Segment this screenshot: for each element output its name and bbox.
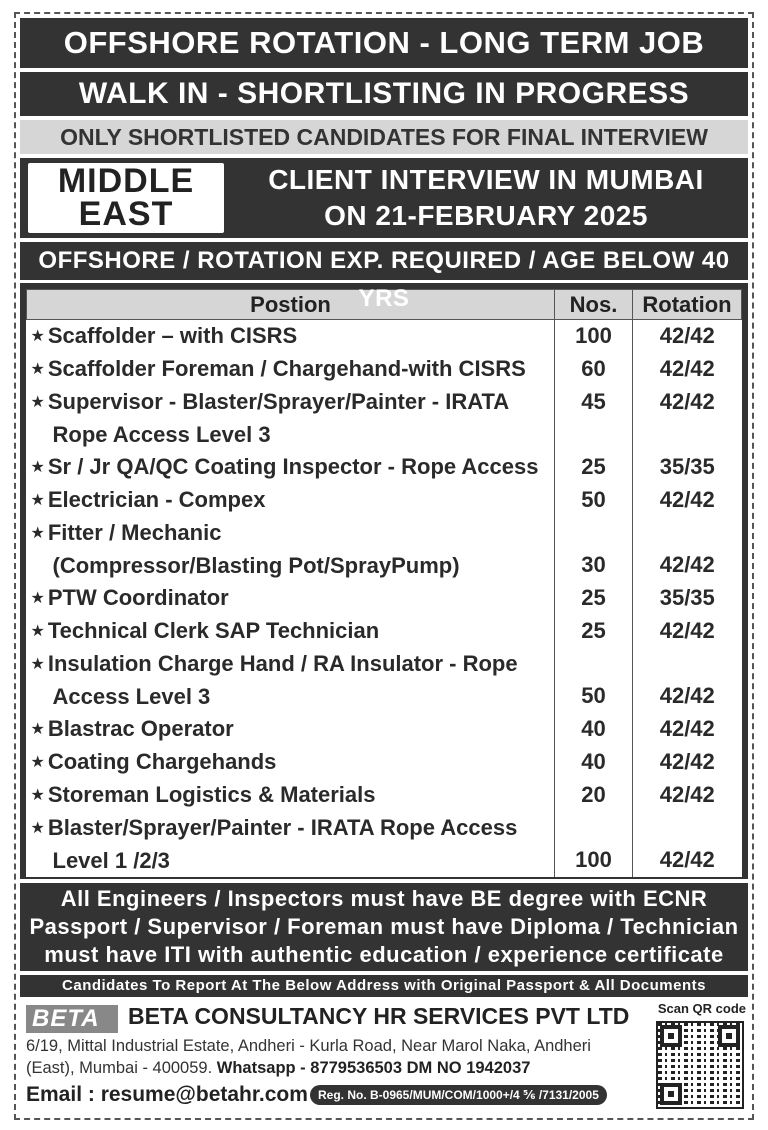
nos-cell <box>555 713 633 746</box>
rotation-cell-value: 42/42 <box>659 847 715 872</box>
table-row <box>27 484 742 517</box>
position-cell <box>27 517 555 582</box>
nos-cell <box>555 451 633 484</box>
address-line-2 <box>26 1057 640 1079</box>
qr-corner <box>718 1025 740 1047</box>
requirements-bar: OFFSHORE / ROTATION EXP. REQUIRED / AGE BELOW 40 YRS <box>20 242 748 280</box>
headline-offshore-rotation: OFFSHORE ROTATION - LONG TERM JOB <box>20 18 748 68</box>
star-icon: ★ <box>30 721 45 738</box>
nos-cell-value: 25 <box>581 454 606 479</box>
star-icon: ★ <box>30 328 45 345</box>
table-row <box>27 451 742 484</box>
position-cell <box>27 582 555 615</box>
position-text <box>31 550 555 582</box>
position-text <box>31 845 555 877</box>
rotation-cell <box>633 484 742 517</box>
company-name: BETA CONSULTANCY HR SERVICES PVT LTD <box>128 1003 630 1029</box>
position-text <box>31 320 555 353</box>
nos-cell-value: 60 <box>581 356 606 381</box>
position-cell <box>27 746 555 779</box>
position-cell <box>27 648 555 713</box>
nos-cell-value: 25 <box>581 585 606 610</box>
nos-cell <box>555 779 633 812</box>
rotation-cell-value: 42/42 <box>659 487 715 512</box>
position-text <box>31 353 555 386</box>
nos-cell-value: 25 <box>581 618 606 643</box>
position-label: Level 1 /2/3 <box>52 848 170 873</box>
table-row <box>27 713 742 746</box>
rotation-cell <box>633 451 742 484</box>
shortlisted-notice: ONLY SHORTLISTED CANDIDATES FOR FINAL INTERVIEW <box>20 120 748 154</box>
header-nos: Nos. <box>555 290 633 320</box>
rotation-cell-value: 42/42 <box>659 389 715 414</box>
position-text <box>31 615 555 648</box>
nos-cell-value: 20 <box>581 782 606 807</box>
company-logo: BETA <box>26 1005 118 1033</box>
position-text <box>31 517 555 550</box>
nos-cell <box>555 648 633 713</box>
qr-corner <box>660 1025 682 1047</box>
position-label: Blastrac Operator <box>47 716 234 741</box>
star-icon: ★ <box>30 623 45 640</box>
position-text <box>31 779 555 812</box>
position-label: Scaffolder Foreman / Chargehand-with CISRS <box>47 356 526 381</box>
whatsapp-contact: Whatsapp - 8779536503 DM NO 1942037 <box>216 1059 531 1077</box>
rotation-cell-value: 35/35 <box>659 585 715 610</box>
positions-table <box>26 289 742 877</box>
star-icon: ★ <box>30 492 45 509</box>
nos-cell-value: 50 <box>581 683 606 708</box>
interview-date: ON 21-FEBRUARY 2025 <box>324 200 648 231</box>
position-text <box>31 484 555 517</box>
table-row <box>27 582 742 615</box>
rotation-cell <box>633 746 742 779</box>
position-label: Insulation Charge Hand / RA Insulator - Rope <box>47 651 518 676</box>
table-row <box>27 648 742 713</box>
report-notice: Candidates To Report At The Below Address with Original Passport & All Documents <box>20 975 748 997</box>
address-line-1: 6/19, Mittal Industrial Estate, Andheri - Kurla Road, Near Marol Naka, Andheri <box>26 1037 591 1055</box>
nos-cell <box>555 517 633 582</box>
position-text <box>31 648 555 681</box>
position-text <box>31 812 555 845</box>
positions-table-wrapper <box>20 283 748 879</box>
interview-location: CLIENT INTERVIEW IN MUMBAI <box>268 164 704 195</box>
nos-cell-value: 100 <box>575 323 612 348</box>
note-line-1: All Engineers / Inspectors must have BE degree with ECNR <box>60 886 708 911</box>
nos-cell <box>555 386 633 451</box>
table-row <box>27 812 742 877</box>
position-label: PTW Coordinator <box>47 585 229 610</box>
star-icon: ★ <box>30 820 45 837</box>
rotation-cell-value: 42/42 <box>659 618 715 643</box>
nos-cell <box>555 812 633 877</box>
rotation-cell-value: 42/42 <box>659 782 715 807</box>
nos-cell-value: 45 <box>581 389 606 414</box>
position-cell <box>27 386 555 451</box>
star-icon: ★ <box>30 754 45 771</box>
star-icon: ★ <box>30 656 45 673</box>
star-icon: ★ <box>30 459 45 476</box>
position-label: Fitter / Mechanic <box>47 520 222 545</box>
position-cell <box>27 812 555 877</box>
interview-info <box>224 162 748 234</box>
position-cell <box>27 320 555 354</box>
star-icon: ★ <box>30 787 45 804</box>
nos-cell <box>555 582 633 615</box>
rotation-cell-value: 42/42 <box>659 716 715 741</box>
email-contact: Email : resume@betahr.com <box>26 1083 308 1106</box>
position-cell <box>27 353 555 386</box>
rotation-cell-value: 42/42 <box>659 552 715 577</box>
position-label: Technical Clerk SAP Technician <box>47 618 380 643</box>
advertisement <box>14 12 754 1120</box>
position-label: Coating Chargehands <box>47 749 277 774</box>
position-text <box>31 713 555 746</box>
rotation-cell <box>633 812 742 877</box>
position-text <box>31 681 555 713</box>
star-icon: ★ <box>30 394 45 411</box>
position-label: Storeman Logistics & Materials <box>47 782 376 807</box>
rotation-cell <box>633 517 742 582</box>
table-row <box>27 386 742 451</box>
nos-cell <box>555 746 633 779</box>
position-label: Electrician - Compex <box>47 487 266 512</box>
table-row <box>27 615 742 648</box>
rotation-cell <box>633 648 742 713</box>
nos-cell-value: 100 <box>575 847 612 872</box>
address-city: (East), Mumbai - 400059. <box>26 1059 213 1077</box>
nos-cell-value: 40 <box>581 749 606 774</box>
rotation-cell-value: 35/35 <box>659 454 715 479</box>
table-row <box>27 746 742 779</box>
position-text <box>31 451 555 484</box>
rotation-cell <box>633 386 742 451</box>
position-cell <box>27 484 555 517</box>
rotation-cell <box>633 582 742 615</box>
company-footer <box>20 1001 748 1117</box>
nos-cell-value: 30 <box>581 552 606 577</box>
position-label: Access Level 3 <box>52 684 211 709</box>
qr-label: Scan QR code <box>657 1001 746 1016</box>
nos-cell-value: 40 <box>581 716 606 741</box>
nos-cell <box>555 353 633 386</box>
position-label: Sr / Jr QA/QC Coating Inspector - Rope Access <box>47 454 539 479</box>
star-icon: ★ <box>30 361 45 378</box>
positions-body <box>27 320 742 878</box>
star-icon: ★ <box>30 590 45 607</box>
rotation-cell <box>633 320 742 354</box>
nos-cell <box>555 484 633 517</box>
qr-code-icon[interactable] <box>656 1021 744 1109</box>
region-box <box>28 163 224 233</box>
nos-cell <box>555 320 633 354</box>
rotation-cell-value: 42/42 <box>659 356 715 381</box>
header-rotation: Rotation <box>633 290 742 320</box>
rotation-cell-value: 42/42 <box>659 749 715 774</box>
position-cell <box>27 779 555 812</box>
nos-cell-value: 50 <box>581 487 606 512</box>
position-label: Rope Access Level 3 <box>52 422 271 447</box>
region-line-1: MIDDLE <box>57 162 195 200</box>
registration-number: Reg. No. B-0965/MUM/COM/1000+/4 ⅚ /7131/2005 <box>310 1085 607 1105</box>
position-cell <box>27 713 555 746</box>
star-icon: ★ <box>30 525 45 542</box>
position-text <box>31 746 555 779</box>
position-label: Supervisor - Blaster/Sprayer/Painter - IRATA <box>47 389 510 414</box>
rotation-cell <box>633 713 742 746</box>
company-address <box>26 1035 640 1079</box>
rotation-cell-value: 42/42 <box>659 683 715 708</box>
position-cell <box>27 451 555 484</box>
headline-walk-in: WALK IN - SHORTLISTING IN PROGRESS <box>20 72 748 116</box>
position-label: Scaffolder – with CISRS <box>47 323 298 348</box>
position-label: Blaster/Sprayer/Painter - IRATA Rope Access <box>47 815 518 840</box>
table-row <box>27 779 742 812</box>
qr-corner <box>660 1083 682 1105</box>
table-row <box>27 320 742 354</box>
nos-cell <box>555 615 633 648</box>
table-row <box>27 353 742 386</box>
rotation-cell <box>633 615 742 648</box>
rotation-cell-value: 42/42 <box>659 323 715 348</box>
note-line-2: Passport / Supervisor / Foreman must have Diploma / Technician <box>29 914 739 939</box>
header-position: Postion <box>27 290 555 320</box>
rotation-cell <box>633 779 742 812</box>
note-line-3: must have ITI with authentic education / experience certificate <box>44 942 724 967</box>
position-label: (Compressor/Blasting Pot/SprayPump) <box>52 553 460 578</box>
region-line-2: EAST <box>78 195 174 233</box>
rotation-cell <box>633 353 742 386</box>
table-row <box>27 517 742 582</box>
requirements-notes <box>20 883 748 971</box>
position-text <box>31 582 555 615</box>
position-text <box>31 386 555 419</box>
position-text <box>31 419 555 451</box>
interview-banner <box>20 158 748 238</box>
position-cell <box>27 615 555 648</box>
